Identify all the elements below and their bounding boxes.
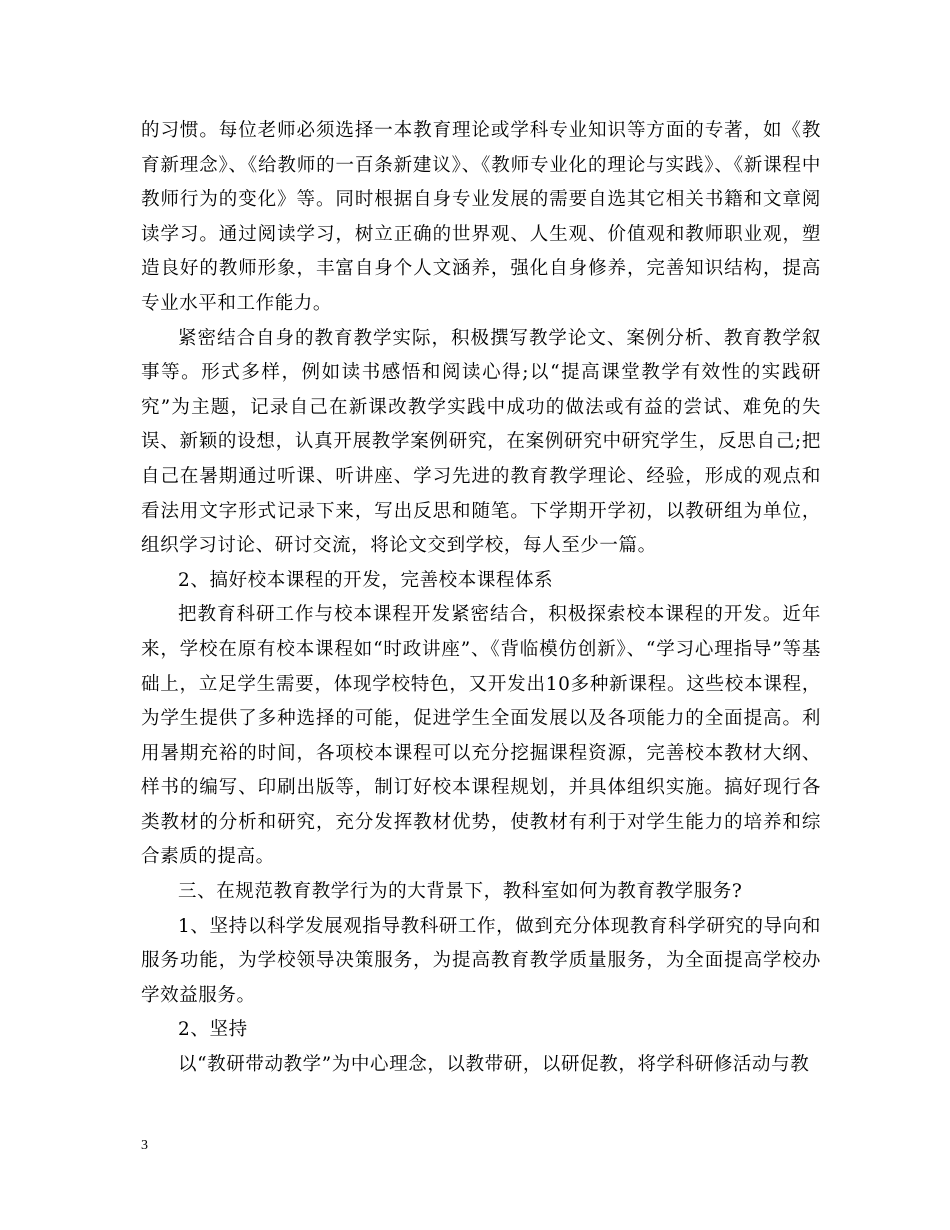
paragraph-scientific-development: 1、坚持以科学发展观指导教科研工作，做到充分体现教育科学研究的导向和服务功能，为学校领导决策服务，为提高教育教学质量服务，为全面提高学校办学效益服务。: [141, 915, 821, 1006]
paragraph-school-curriculum: 把教育科研工作与校本课程开发紧密结合，积极探索校本课程的开发。近年来，学校在原有校本课程如“时政讲座”、《背临模仿创新》、“学习心理指导”等基础上，立足学生需要，体现学校特色，又开发出10多种新课程。这些校本课程，为学生提供了多种选择的可能，促进学生全面发展以及各项能力的全面提高。利用暑期充裕的时间，各项校本课程可以充分挖掘课程资源，完善校本教材大纲、样书的编写、印刷出版等，制订好校本课程规划，并具体组织实施。搞好现行各类教材的分析和研究，充分发挥教材优势，使教材有利于对学生能力的培养和综合素质的提高。: [141, 604, 821, 868]
section-heading-insist: 2、坚持: [178, 1019, 248, 1041]
paragraph-writing-papers: 紧密结合自身的教育教学实际，积极撰写教学论文、案例分析、教育教学叙事等。形式多样，例如读书感悟和阅读心得;以“提高课堂教学有效性的实践研究”为主题，记录自己在新课改教学实践中成功的做法或有益的尝试、难免的失误、新颖的设想，认真开展教学案例研究，在案例研究中研究学生，反思自己;把自己在暑期通过听课、听讲座、学习先进的教育教学理论、经验，形成的观点和看法用文字形式记录下来，写出反思和随笔。下学期开学初，以教研组为单位，组织学习讨论、研讨交流，将论文交到学校，每人至少一篇。: [141, 327, 821, 557]
document-body: [141, 114, 821, 1083]
section-heading-school-curriculum: 2、搞好校本课程的开发，完善校本课程体系: [178, 569, 554, 591]
page-number: 3: [141, 1138, 148, 1153]
paragraph-teaching-research: 以“教研带动教学”为中心理念，以教带研，以研促教，将学科研修活动与教: [178, 1054, 810, 1076]
section-heading-research-office: 三、在规范教育教学行为的大背景下，教科室如何为教育教学服务?: [178, 881, 743, 903]
paragraph-reading-habits: 的习惯。每位老师必须选择一本教育理论或学科专业知识等方面的专著，如《教育新理念》、《给教师的一百条新建议》、《教师专业化的理论与实践》、《新课程中教师行为的变化》等。同时根据自身专业发展的需要自选其它相关书籍和文章阅读学习。通过阅读学习，树立正确的世界观、人生观、价值观和教师职业观，塑造良好的教师形象，丰富自身个人文涵养，强化自身修养，完善知识结构，提高专业水平和工作能力。: [141, 120, 821, 314]
